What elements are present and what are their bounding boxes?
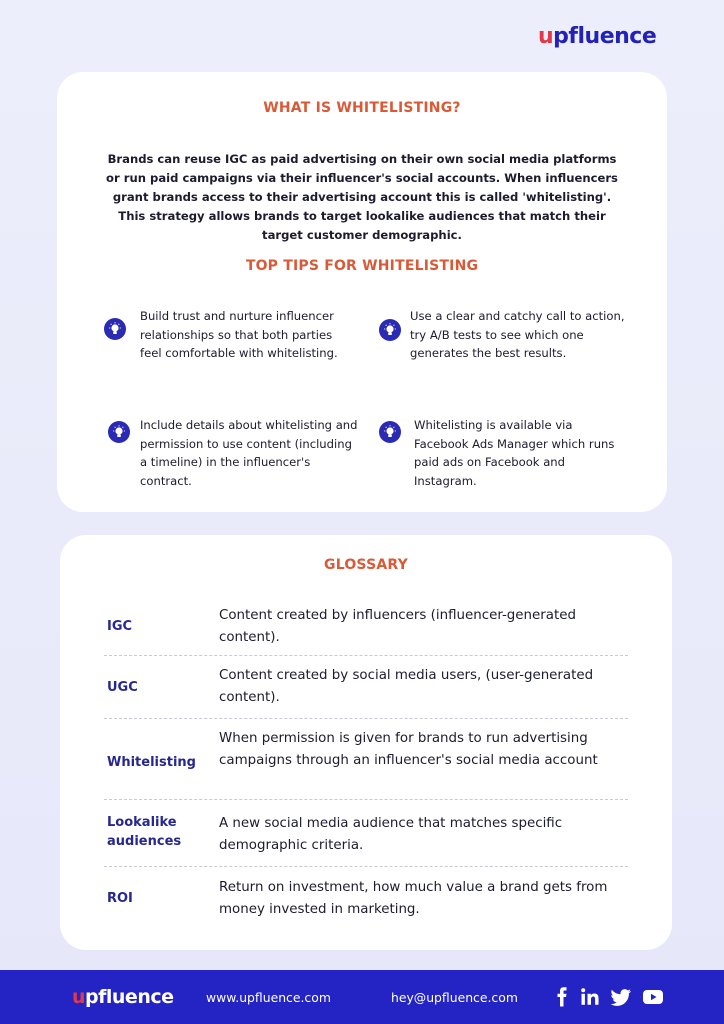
glossary-definition: Content created by social media users, (user-generated content). (219, 668, 594, 705)
whitelisting-intro: Brands can reuse IGC as paid advertising on their own social media platforms or run paid campaigns via their influencer's social accounts. When influencers grant brands access to their advertising account this is called 'whitelisting'. This strategy allows brands to target lookalike audiences that match their target customer demographic. (106, 152, 618, 242)
lightbulb-icon (108, 421, 130, 443)
glossary-title: GLOSSARY (324, 557, 408, 573)
linkedin-icon[interactable] (580, 987, 600, 1007)
tip-text: Include details about whitelisting and permission to use content (including a timeline) in the influencer's contract. (140, 418, 358, 488)
logo-u: u (538, 24, 554, 49)
youtube-icon[interactable] (642, 987, 664, 1007)
lightbulb-icon (379, 319, 401, 341)
glossary-row (104, 719, 628, 800)
lightbulb-icon (379, 421, 401, 443)
glossary-term: UGC (107, 680, 138, 695)
glossary-term: IGC (107, 619, 133, 634)
website-link[interactable]: www.upfluence.com (206, 990, 331, 1005)
email-link[interactable]: hey@upfluence.com (391, 990, 518, 1005)
glossary-term: Lookalike audiences (107, 815, 182, 849)
glossary-term: ROI (107, 891, 133, 906)
glossary-row (104, 800, 628, 867)
glossary-definition: A new social media audience that matches specific demographic criteria. (219, 816, 563, 853)
glossary-row (104, 599, 628, 656)
brand-logo (538, 24, 656, 49)
glossary-row (104, 656, 628, 719)
twitter-icon[interactable] (610, 987, 632, 1007)
lightbulb-icon (104, 318, 126, 340)
tip-text: Whitelisting is available via Facebook Ads Manager which runs paid ads on Facebook and Instagram. (414, 418, 615, 488)
facebook-icon[interactable] (556, 987, 568, 1007)
tip-text: Use a clear and catchy call to action, try A/B tests to see which one generates the best results. (410, 309, 625, 360)
glossary-row (104, 867, 628, 927)
glossary-card (60, 535, 672, 950)
glossary-definition: When permission is given for brands to run advertising campaigns through an influencer's social media account (219, 731, 598, 768)
tip-text: Build trust and nurture influencer relationships so that both parties feel comfortable with whitelisting. (140, 309, 338, 360)
whitelisting-title: WHAT IS WHITELISTING? (263, 100, 461, 116)
logo-text: pfluence (85, 986, 174, 1008)
glossary-definition: Content created by influencers (influencer-generated content). (219, 608, 576, 645)
logo-text: pfluence (553, 24, 657, 49)
logo-u: u (72, 986, 86, 1008)
glossary-term: Whitelisting (107, 755, 196, 770)
footer (0, 970, 724, 1024)
footer-logo (72, 986, 174, 1008)
tips-title: TOP TIPS FOR WHITELISTING (245, 258, 479, 274)
glossary-definition: Return on investment, how much value a brand gets from money invested in marketing. (219, 880, 608, 917)
whitelisting-card (57, 72, 667, 512)
